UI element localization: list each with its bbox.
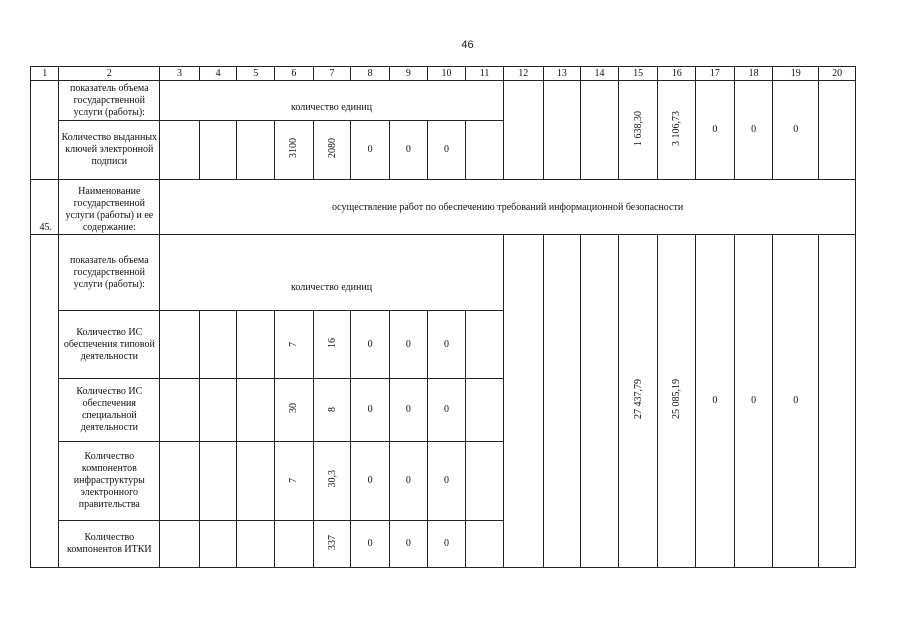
value-7: 8 [326,407,338,412]
empty-cell [466,521,504,568]
value-15: 27 437,79 [632,379,644,419]
value-16: 25 085,19 [671,379,683,419]
col-header: 9 [390,67,428,81]
page-number: 46 [461,39,474,51]
col-header: 15 [618,67,658,81]
indicator-label: показатель объема государственной услуги (работы): [59,81,160,121]
value-cell [351,521,390,568]
empty-cell [237,442,275,521]
value-18: 0 [751,395,757,406]
value-cell [275,521,314,568]
col-header: 4 [199,67,237,81]
value-7: 30,3 [326,470,338,488]
value-cell [696,235,735,568]
value-cell [734,81,773,180]
unit-cell: количество единиц [160,235,504,311]
empty-cell [466,379,504,442]
value-cell [390,442,428,521]
value-cell [351,379,390,442]
empty-cell [160,521,200,568]
service-name-value: осуществление работ по обеспечению требований информационной безопасности [160,180,856,235]
value-6: 7 [288,478,300,483]
empty-cell [199,379,237,442]
table-row [31,81,856,121]
value-cell [427,521,466,568]
value-cell [275,442,314,521]
value-8: 0 [367,475,373,486]
col-header: 11 [466,67,504,81]
value-cell [275,121,314,180]
col-header: 17 [696,67,735,81]
col-header: 3 [160,67,200,81]
value-cell [275,311,314,379]
empty-cell [819,81,856,180]
column-number-row [31,67,856,81]
empty-cell [237,379,275,442]
value-9: 0 [405,338,411,350]
table-row [31,235,856,311]
col-header: 5 [237,67,275,81]
item-label: Количество компонентов инфраструктуры электронного правительства [59,442,160,521]
item-label: Количество компонентов ИТКИ [59,521,160,568]
indicator-label: показатель объема государственной услуги (работы): [59,235,160,311]
value-cell [390,121,428,180]
col-header: 14 [581,67,619,81]
empty-cell [160,311,200,379]
value-cell [313,121,351,180]
value-cell [275,379,314,442]
empty-cell [160,121,200,180]
value-cell [313,442,351,521]
row-number-cell [31,81,59,180]
value-cell [390,379,428,442]
row-number-cell [31,235,59,568]
value-8: 0 [367,538,373,549]
item-label: Количество ИС обеспечения специальной деятельности [59,379,160,442]
value-7: 16 [326,337,338,348]
empty-cell [466,442,504,521]
col-header: 19 [773,67,819,81]
value-cell [427,379,466,442]
value-cell [390,311,428,379]
value-19: 0 [793,395,799,406]
value-10: 0 [443,475,449,486]
value-19: 0 [793,124,799,135]
col-header: 2 [59,67,160,81]
table-row [31,180,856,235]
value-cell [313,379,351,442]
value-6: 3100 [288,138,300,158]
value-cell [313,521,351,568]
value-cell [658,235,696,568]
col-header: 7 [313,67,351,81]
col-header: 12 [503,67,543,81]
value-15: 1 638,30 [632,110,644,146]
empty-cell [466,311,504,379]
value-9: 0 [405,538,411,549]
value-7: 337 [326,534,338,550]
value-6: 30 [288,403,300,413]
value-cell [696,81,735,180]
value-17: 0 [712,395,718,406]
value-17: 0 [712,124,718,135]
value-cell [390,521,428,568]
value-cell [427,121,466,180]
value-10: 0 [443,338,449,350]
value-cell [734,235,773,568]
service-name-label: Наименование государственной услуги (работы) и ее содержание: [59,180,160,235]
row-number-cell: 45. [31,180,59,235]
col-header: 16 [658,67,696,81]
item-label: Количество ИС обеспечения типовой деятельности [59,311,160,379]
unit-cell: количество единиц [160,81,504,121]
empty-cell [503,81,543,180]
col-header: 10 [427,67,466,81]
empty-cell [543,235,581,568]
value-10: 0 [443,538,449,549]
value-cell [313,311,351,379]
value-cell [618,235,658,568]
value-cell [351,311,390,379]
value-cell [773,235,819,568]
col-header: 18 [734,67,773,81]
value-9: 0 [405,404,411,415]
value-cell [773,81,819,180]
empty-cell [237,521,275,568]
col-header: 8 [351,67,390,81]
value-cell [351,121,390,180]
empty-cell [199,521,237,568]
value-cell [658,81,696,180]
value-6: 7 [288,341,300,347]
value-cell [351,442,390,521]
value-cell [427,442,466,521]
value-cell [618,81,658,180]
empty-cell [466,121,504,180]
value-9: 0 [405,475,411,486]
col-header: 13 [543,67,581,81]
value-8: 0 [367,338,373,350]
empty-cell [581,81,619,180]
col-header: 1 [31,67,59,81]
item-label: Количество выданных ключей электронной подписи [59,121,160,180]
empty-cell [819,235,856,568]
value-8: 0 [367,144,373,155]
empty-cell [237,121,275,180]
col-header: 6 [275,67,314,81]
value-18: 0 [751,124,757,135]
value-cell [427,311,466,379]
empty-cell [581,235,619,568]
empty-cell [237,311,275,379]
budget-table [30,66,856,568]
empty-cell [199,121,237,180]
col-header: 20 [819,67,856,81]
value-9: 0 [405,144,411,155]
empty-cell [160,379,200,442]
empty-cell [503,235,543,568]
empty-cell [199,311,237,379]
value-10: 0 [443,144,449,155]
value-7: 2080 [326,138,338,158]
value-10: 0 [443,404,449,415]
value-8: 0 [367,404,373,415]
value-16: 3 106,73 [671,110,683,146]
empty-cell [543,81,581,180]
empty-cell [160,442,200,521]
empty-cell [199,442,237,521]
